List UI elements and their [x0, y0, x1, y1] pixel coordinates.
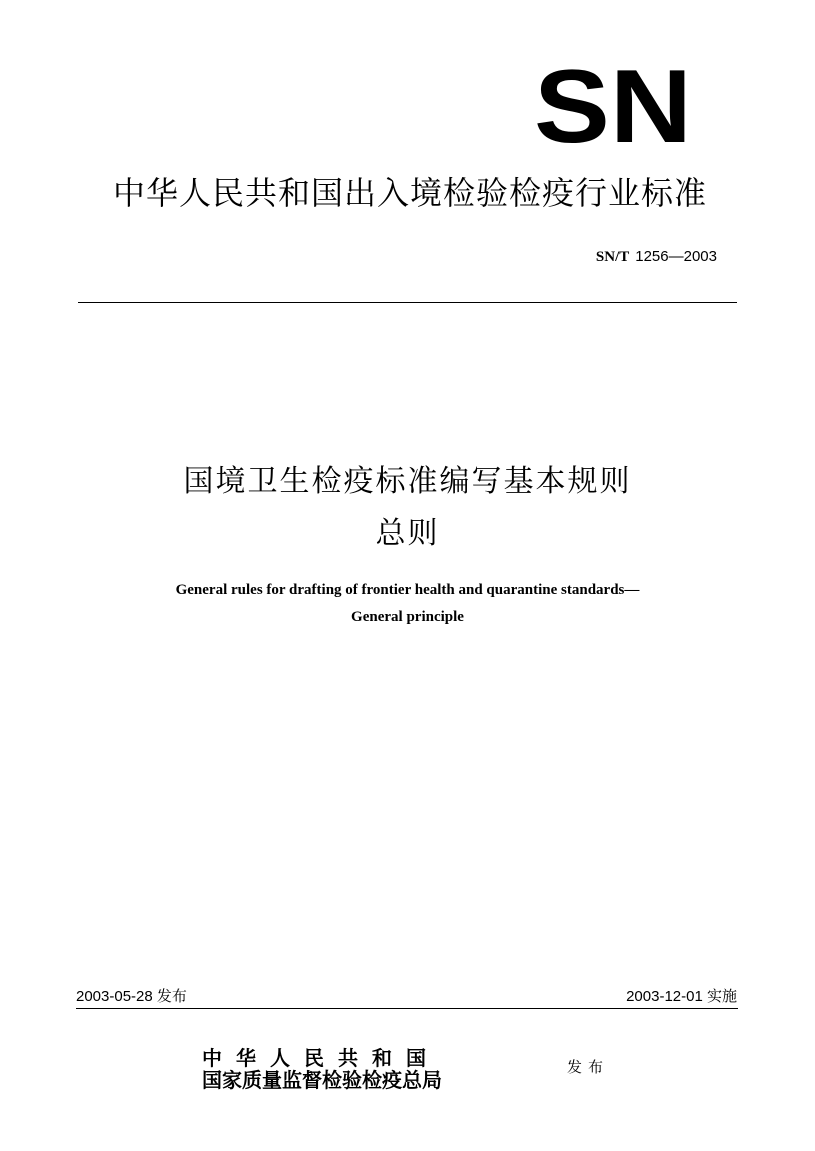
standard-category-title: 中华人民共和国出入境检验检疫行业标准: [112, 174, 707, 212]
document-title-line2: 总则: [375, 516, 440, 551]
document-title-line1: 国境卫生检疫标准编写基本规则: [183, 464, 632, 499]
release-label: 发布: [567, 1058, 610, 1076]
issue-date: 2003-05-28 发布: [76, 988, 187, 1005]
english-title-line1: General rules for drafting of frontier health and quarantine standards—: [175, 582, 640, 598]
header-divider: [78, 302, 737, 303]
sn-logo-text: SN: [534, 62, 692, 144]
issuer-line1: 中华人民共和国: [202, 1046, 440, 1070]
issuer-line2: 国家质量监督检验检疫总局: [202, 1068, 442, 1092]
standard-code: [596, 247, 717, 266]
standard-code-number: 1256—2003: [635, 248, 717, 265]
footer-divider: [76, 1008, 738, 1009]
implementation-date: 2003-12-01 实施: [626, 988, 737, 1005]
sn-logo: [533, 62, 693, 144]
english-title-line2: General principle: [351, 609, 464, 625]
standard-code-prefix: SN/T: [595, 249, 630, 265]
